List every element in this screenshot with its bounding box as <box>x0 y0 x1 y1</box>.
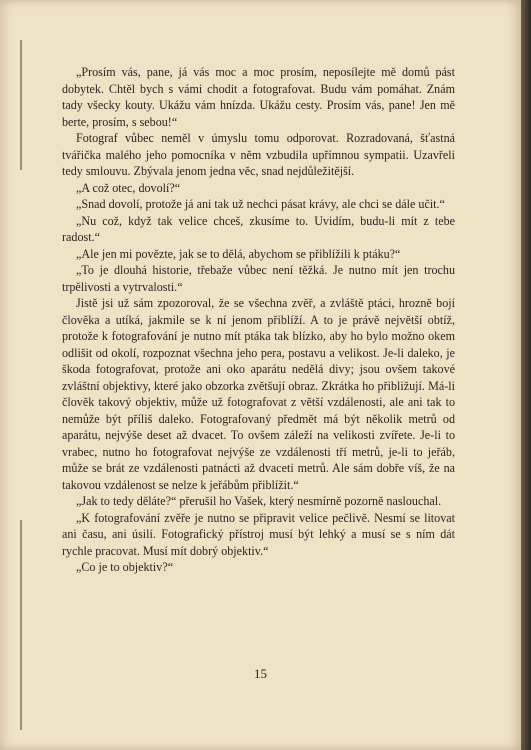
paragraph: „Ale jen mi povězte, jak se to dělá, abychom se přiblížili k ptáku?“ <box>76 246 401 261</box>
paragraph: „Jak to tedy děláte?“ přerušil ho Vašek, který nesmírně pozorně naslouchal. <box>76 494 442 508</box>
paragraph: „Nu což, když tak velice chceš, zkusíme to. Uvidím, budu-li mít z tebe radost.“ <box>62 213 455 244</box>
page-number: 15 <box>254 666 267 681</box>
paragraph: „To je dlouhá historie, třebaže vůbec není těžká. Je nutno mít jen trochu trpělivosti a vytrvalosti.“ <box>62 263 455 294</box>
paragraph: Fotograf vůbec neměl v úmyslu tomu odporovat. Rozradovaná, šťastná tvářička malého jeho pomocníka v něm vzbudila upřímnou sympatii. Uzavřeli tedy smlouvu. Zbývala jenom jedna věc, snad nejdůležitější. <box>62 131 455 178</box>
paragraph: „Snad dovolí, protože já ani tak už nechci pásat krávy, ale chci se dále učit.“ <box>76 197 445 211</box>
body-text <box>62 64 455 576</box>
spine-mark <box>20 520 22 730</box>
paragraph: „A což otec, dovolí?“ <box>76 180 181 195</box>
paragraph: „Co je to objektiv?“ <box>76 560 174 574</box>
paragraph: „Prosím vás, pane, já vás moc a moc prosím, neposílejte mě domů pást dobytek. Chtěl bych s vámi chodit a fotografovat. Budu vám pomáhat. Znám tady všecky kouty. Ukážu vám hnízda. Ukážu cesty. Prosím vás, pane! Jen mě berte, prosím, s sebou!“ <box>62 65 455 129</box>
paragraph: „K fotografování zvěře je nutno se připravit velice pečlivě. Nesmí se litovat ani času, ani úsilí. Fotografický přístroj musí být lehký a musí se s ním dát rychle pracovat. Musí mít dobrý objektiv.“ <box>62 510 455 558</box>
spine-mark <box>20 40 22 170</box>
paragraph: Jistě jsi už sám zpozoroval, že se všechna zvěř, a zvláště ptáci, hrozně bojí člověka a utíká, jakmile se k ní jenom přiblíží. A to je právě největší obtíž, protože k fotografování je nutno mít ptáka tak blízko, aby ho bylo možno okem odlišit od okolí, rozpoznat všechna jeho pera, postavu a velikost. Je-li daleko, je škoda fotografovat, protože ani oko aparátu nedělá divy; jsou ovšem takové zvláštní objektivy, které jako obzorka zvětšují obraz. Zkrátka ho přibližují. Má-li člověk takový objektiv, může už fotografovat z větší vzdálenosti, ale ani tak to nemůže být příliš daleko. Fotografovaný předmět má být několik metrů od aparátu, nejvýše deset až dvacet. To ovšem záleží na velikosti zvířete. Je-li to vrabec, nutno ho fotografovat nejvýše ze vzdálenosti tří metrů, je-li to jeřáb, může se brát ze vzdálenosti patnácti až dvaceti metrů. Ale sám dobře víš, že na takovou vzdálenost se nelze k jeřábům přiblížit.“ <box>62 296 455 492</box>
page-edge <box>521 0 531 750</box>
